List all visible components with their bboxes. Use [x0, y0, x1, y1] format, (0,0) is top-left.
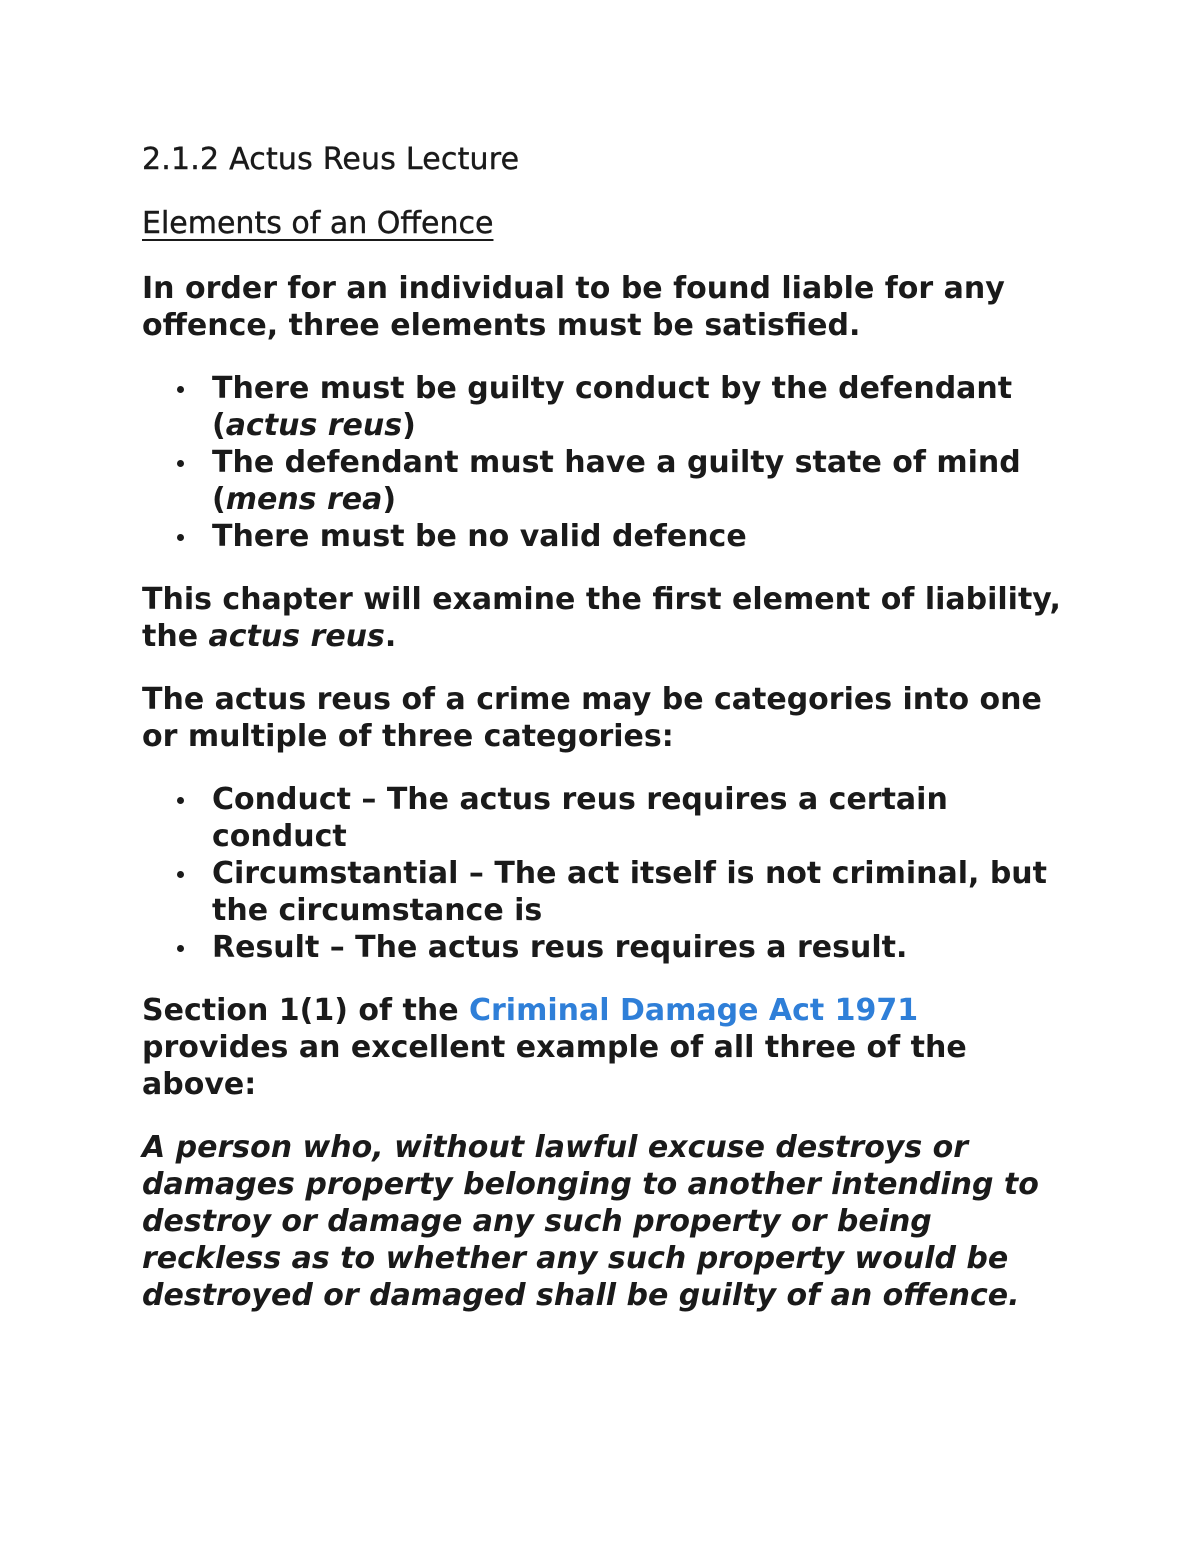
categories-intro: The actus reus of a crime may be categories into one or multiple of three categories:	[142, 682, 1042, 754]
list-item-text: Circumstantial – The act itself is not criminal, but the circumstance is	[212, 856, 1048, 928]
document-title: 2.1.2 Actus Reus Lecture	[142, 142, 520, 177]
list-item-after: )	[402, 408, 416, 443]
categories-list	[142, 781, 1070, 966]
bullet-icon	[177, 871, 184, 878]
bullet-icon	[177, 797, 184, 804]
section-heading: Elements of an Offence	[142, 206, 494, 241]
bullet-icon	[177, 945, 184, 952]
list-item	[212, 518, 1070, 555]
list-item-after: )	[382, 482, 397, 517]
elements-list	[142, 370, 1070, 555]
list-item	[212, 929, 1070, 966]
intro-paragraph: In order for an individual to be found liable for any offence, three elements must be satisfied.	[142, 271, 1005, 343]
list-item-italic: actus reus	[225, 408, 403, 443]
chapter-italic: actus reus	[208, 619, 385, 654]
section-text: Section 1(1) of the	[142, 993, 469, 1028]
list-item	[212, 855, 1070, 929]
list-item-text: The defendant must have a guilty state of mind (	[212, 445, 1021, 517]
chapter-text: This chapter will examine the first element of liability, the	[142, 582, 1061, 654]
chapter-paragraph	[142, 581, 1070, 655]
statute-quote: A person who, without lawful excuse destroys or damages property belonging to another intending to destroy or damage any such property or being reckless as to whether any such property would be destroyed or damaged shall be guilty of an offence.	[142, 1130, 1039, 1313]
list-item-italic: mens rea	[225, 482, 383, 517]
list-item-text: Conduct – The actus reus requires a certain conduct	[212, 782, 948, 854]
list-item-text: There must be guilty conduct by the defendant (	[212, 371, 1013, 443]
list-item	[212, 781, 1070, 855]
criminal-damage-act-link[interactable]: Criminal Damage Act 1971	[468, 993, 919, 1028]
section-text-end: provides an excellent example of all three of the above:	[142, 1030, 967, 1102]
bullet-icon	[177, 460, 184, 467]
chapter-text-end: .	[384, 619, 397, 654]
list-item-text: There must be no valid defence	[212, 519, 747, 554]
list-item	[212, 444, 1070, 518]
section-paragraph	[142, 992, 1070, 1103]
list-item	[212, 370, 1070, 444]
bullet-icon	[177, 386, 184, 393]
list-item-text: Result – The actus reus requires a result.	[212, 930, 908, 965]
bullet-icon	[177, 534, 184, 541]
